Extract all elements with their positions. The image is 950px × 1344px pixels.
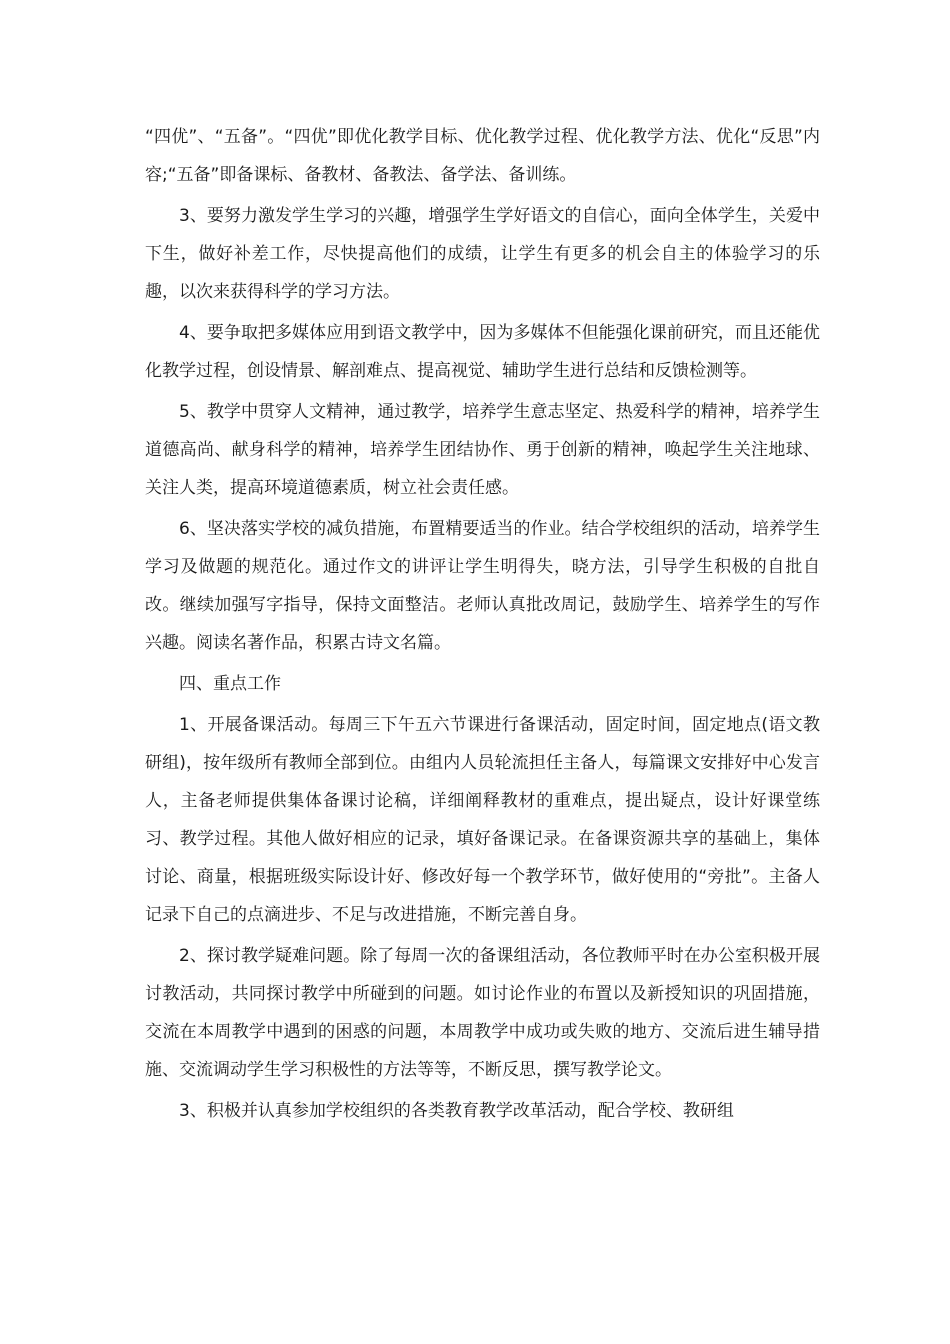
paragraph-key-work-2: 2、探讨教学疑难问题。除了每周一次的备课组活动，各位教师平时在办公室积极开展讨教活动，共同探讨教学中所碰到的问题。如讨论作业的布置以及新授知识的巩固措施，交流在本周教学中遇到的困惑的问题，本周教学中成功或失败的地方、交流后进生辅导措施、交流调动学生学习积极性的方法等等，不断反思，撰写教学论文。 (145, 946, 820, 1080)
paragraph-key-work-3: 3、积极并认真参加学校组织的各类教育教学改革活动，配合学校、教研组 (179, 1101, 734, 1121)
section-heading-key-work: 四、重点工作 (179, 674, 281, 694)
paragraph-item-5: 5、教学中贯穿人文精神，通过教学，培养学生意志坚定、热爱科学的精神，培养学生道德高尚、献身科学的精神，培养学生团结协作、勇于创新的精神，唤起学生关注地球、关注人类，提高环境道德素质，树立社会责任感。 (145, 402, 820, 498)
paragraph-continuation: “四优”、“五备”。“四优”即优化教学目标、优化教学过程、优化教学方法、优化“反思”内容;“五备”即备课标、备教材、备教法、备学法、备训练。 (145, 127, 820, 185)
document-body (145, 118, 820, 1130)
paragraph-item-6: 6、坚决落实学校的减负措施，布置精要适当的作业。结合学校组织的活动，培养学生学习及做题的规范化。通过作文的讲评让学生明得失，晓方法，引导学生积极的自批自改。继续加强写字指导，保持文面整洁。老师认真批改周记，鼓励学生、培养学生的写作兴趣。阅读名著作品，积累古诗文名篇。 (145, 519, 820, 653)
paragraph-item-3: 3、要努力激发学生学习的兴趣，增强学生学好语文的自信心，面向全体学生，关爱中下生，做好补差工作，尽快提高他们的成绩，让学生有更多的机会自主的体验学习的乐趣，以次来获得科学的学习方法。 (145, 206, 820, 302)
paragraph-item-4: 4、要争取把多媒体应用到语文教学中，因为多媒体不但能强化课前研究，而且还能优化教学过程，创设情景、解剖难点、提高视觉、辅助学生进行总结和反馈检测等。 (145, 323, 820, 381)
paragraph-key-work-1: 1、开展备课活动。每周三下午五六节课进行备课活动，固定时间，固定地点(语文教研组)，按年级所有教师全部到位。由组内人员轮流担任主备人，每篇课文安排好中心发言人，主备老师提供集体备课讨论稿，详细阐释教材的重难点，提出疑点，设计好课堂练习、教学过程。其他人做好相应的记录，填好备课记录。在备课资源共享的基础上，集体讨论、商量，根据班级实际设计好、修改好每一个教学环节，做好使用的“旁批”。主备人记录下自己的点滴进步、不足与改进措施，不断完善自身。 (145, 715, 820, 925)
